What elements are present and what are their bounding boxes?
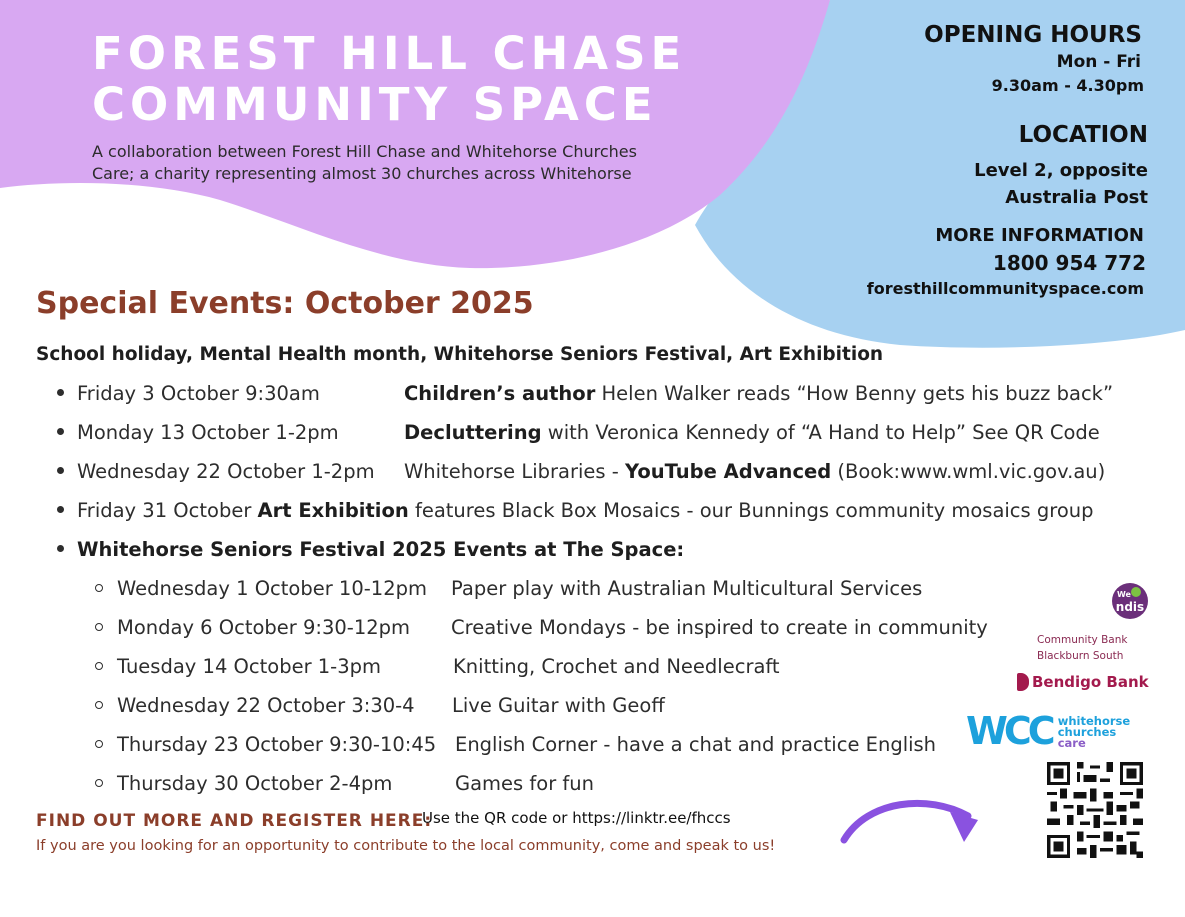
register-link-text[interactable]: Use the QR code or https://linktr.ee/fhccs: [422, 809, 731, 827]
event-when: Thursday 23 October 9:30-10:45: [117, 733, 437, 756]
event-when: Monday 13 October 1-2pm: [77, 421, 339, 444]
collaboration-text: [92, 141, 732, 185]
event-what: Live Guitar with Geoff: [452, 694, 665, 717]
event-what: Creative Mondays - be inspired to create in community: [451, 616, 988, 639]
bendigo-bank-name: Bendigo Bank: [1032, 672, 1149, 691]
event-prefix: Whitehorse Libraries -: [404, 460, 626, 483]
event-highlight: Art Exhibition: [257, 499, 409, 522]
bullet-icon: [57, 545, 64, 552]
title-line-2: COMMUNITY SPACE: [92, 78, 658, 131]
event-when: Monday 6 October 9:30-12pm: [117, 616, 411, 639]
wcc-line-2: churches: [1057, 725, 1117, 739]
subtitle-line-1: A collaboration between Forest Hill Chase and Whitehorse Churches: [92, 142, 637, 161]
event-what: [404, 421, 1100, 444]
special-events-title: Special Events: October 2025: [36, 286, 534, 321]
event-what: [404, 460, 1105, 483]
wcc-line-1: whitehorse: [1057, 714, 1131, 728]
wcc-line-3: care: [1057, 736, 1086, 750]
page-title: [92, 28, 686, 130]
bullet-icon: [57, 389, 64, 396]
more-information-heading: MORE INFORMATION: [935, 225, 1144, 246]
community-bank-line-1: Community Bank: [1037, 634, 1128, 646]
location-heading: LOCATION: [1018, 122, 1148, 148]
location-line-2: Australia Post: [1005, 187, 1148, 208]
community-bank-logo: [1037, 632, 1127, 664]
heart-icon: [1131, 587, 1141, 597]
community-bank-line-2: Blackburn South: [1037, 650, 1124, 662]
ndis-logo: [1112, 583, 1148, 619]
title-line-1: FOREST HILL CHASE: [92, 27, 687, 80]
event-what: [404, 382, 1113, 405]
event-highlight: Decluttering: [404, 421, 542, 444]
wcc-mark: WCC: [966, 709, 1052, 753]
phone-number[interactable]: 1800 954 772: [992, 251, 1146, 275]
bendigo-bank-logo: [1017, 671, 1149, 691]
event-detail: Helen Walker reads “How Benny gets his buzz back”: [595, 382, 1114, 405]
event-highlight: Children’s author: [404, 382, 596, 405]
list-item: [0, 454, 1185, 493]
event-when: Wednesday 22 October 3:30-4: [117, 694, 415, 717]
qr-code-icon[interactable]: [1047, 762, 1143, 858]
sub-list-item: [0, 649, 1185, 688]
contribute-text: If you are you looking for an opportunity to contribute to the local community, come and speak to us!: [36, 838, 776, 854]
list-item: [0, 532, 1185, 571]
ndis-we-text: We: [1117, 590, 1131, 599]
event-detail: with Veronica Kennedy of “A Hand to Help” See QR Code: [541, 421, 1100, 444]
circle-bullet-icon: [95, 779, 103, 787]
sub-list-item: [0, 571, 1185, 610]
event-detail: features Black Box Mosaics - our Bunnings community mosaics group: [408, 499, 1094, 522]
seniors-festival-heading: Whitehorse Seniors Festival 2025 Events at The Space:: [77, 538, 685, 561]
bullet-icon: [57, 506, 64, 513]
event-what: Knitting, Crochet and Needlecraft: [453, 655, 780, 678]
sub-list-item: [0, 610, 1185, 649]
website-link[interactable]: foresthillcommunityspace.com: [866, 279, 1144, 298]
event-when: Tuesday 14 October 1-3pm: [117, 655, 382, 678]
circle-bullet-icon: [95, 584, 103, 592]
circle-bullet-icon: [95, 740, 103, 748]
opening-time: 9.30am - 4.30pm: [991, 76, 1144, 95]
event-detail: (Book:www.wml.vic.gov.au): [831, 460, 1106, 483]
event-when: Thursday 30 October 2-4pm: [117, 772, 393, 795]
wcc-wordmark: [1058, 716, 1130, 749]
event-when: Wednesday 22 October 1-2pm: [77, 460, 375, 483]
find-out-more-heading: FIND OUT MORE AND REGISTER HERE:: [36, 811, 433, 831]
event-what: English Corner - have a chat and practice English: [455, 733, 937, 756]
circle-bullet-icon: [95, 701, 103, 709]
circle-bullet-icon: [95, 623, 103, 631]
event-when: Friday 3 October 9:30am: [77, 382, 320, 405]
bullet-icon: [57, 428, 64, 435]
event-what: [77, 499, 1094, 522]
list-item: [0, 376, 1185, 415]
bendigo-mark-icon: [1017, 673, 1029, 691]
events-themes: School holiday, Mental Health month, Whitehorse Seniors Festival, Art Exhibition: [36, 344, 884, 365]
list-item: [0, 493, 1185, 532]
opening-hours-heading: OPENING HOURS: [924, 22, 1142, 48]
curved-arrow-icon: [838, 790, 988, 850]
event-what: Paper play with Australian Multicultural Services: [451, 577, 923, 600]
location-line-1: Level 2, opposite: [974, 160, 1148, 181]
event-when: Friday 31 October: [77, 499, 258, 522]
circle-bullet-icon: [95, 662, 103, 670]
subtitle-line-2: Care; a charity representing almost 30 churches across Whitehorse: [92, 164, 632, 183]
bullet-icon: [57, 467, 64, 474]
list-item: [0, 415, 1185, 454]
ndis-text: ndis: [1115, 600, 1145, 614]
event-what: Games for fun: [455, 772, 595, 795]
sub-list-item: [0, 766, 1185, 805]
event-when: Wednesday 1 October 10-12pm: [117, 577, 427, 600]
whitehorse-churches-care-logo: [966, 709, 1131, 753]
opening-days: Mon - Fri: [1056, 52, 1141, 72]
event-highlight: YouTube Advanced: [625, 460, 832, 483]
